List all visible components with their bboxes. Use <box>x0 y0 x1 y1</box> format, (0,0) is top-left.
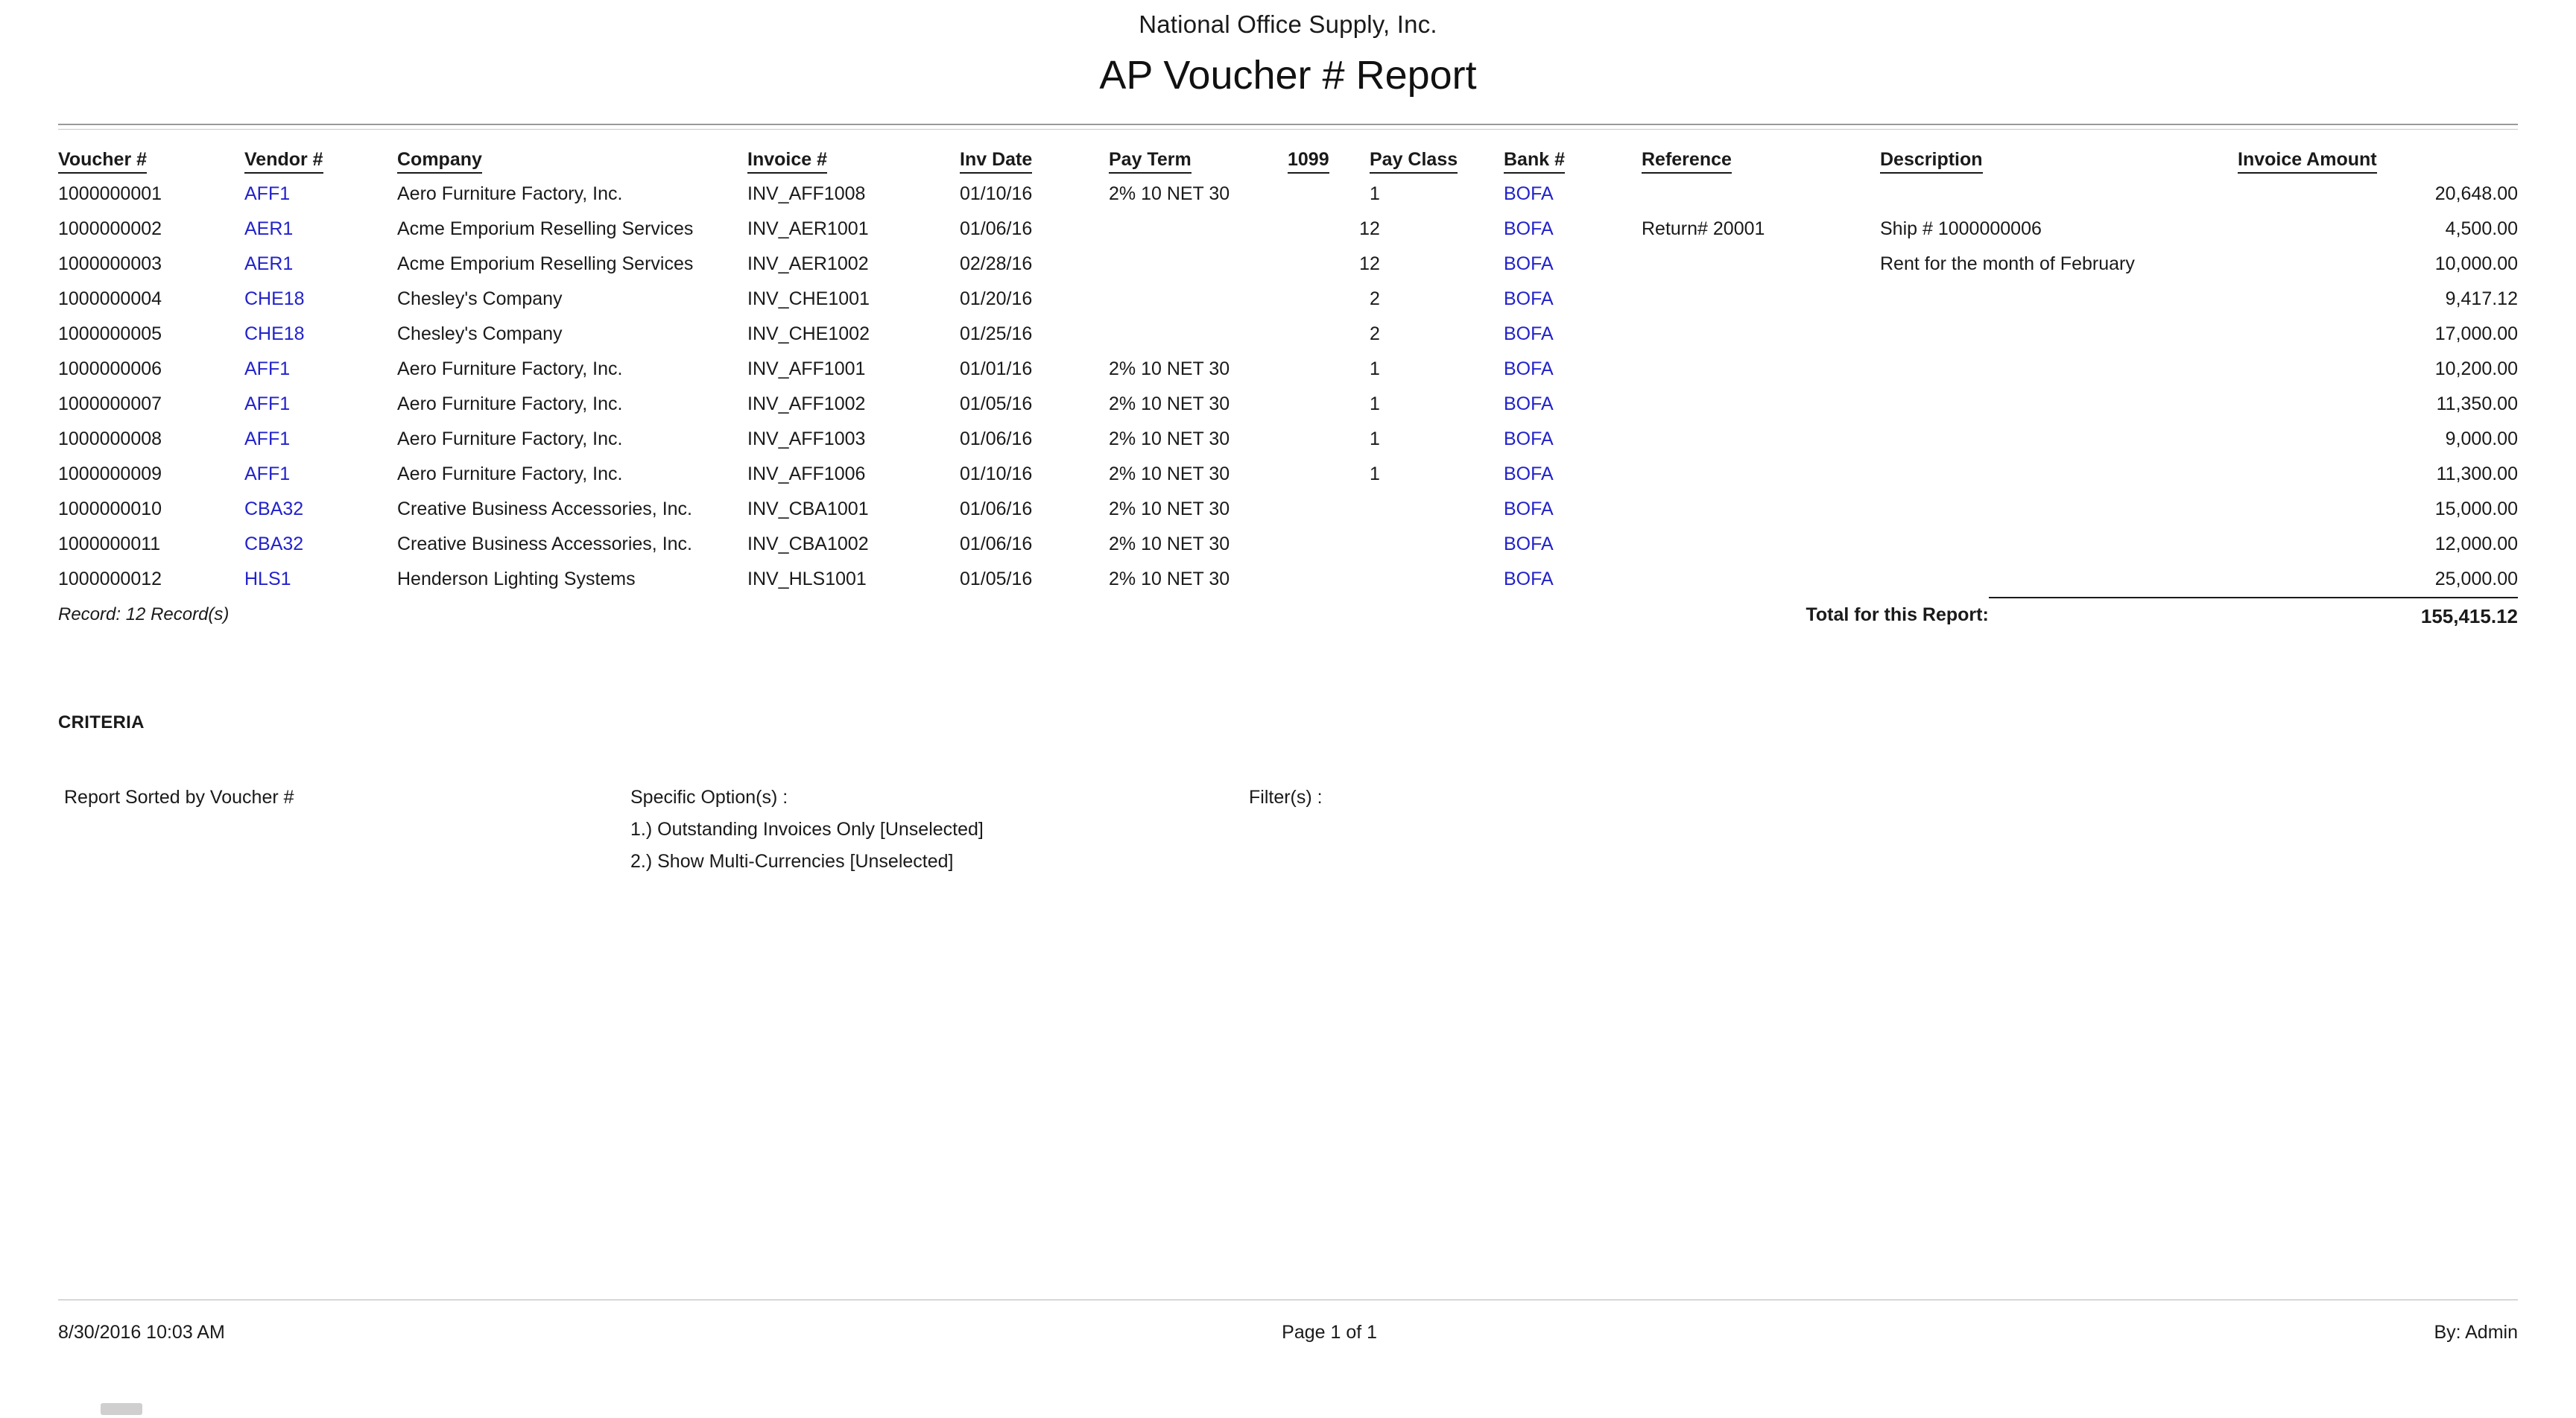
cell-reference <box>1642 317 1880 352</box>
cell-pay-term: 2% 10 NET 30 <box>1109 393 1230 414</box>
cell-amount: 11,300.00 <box>2436 463 2518 484</box>
cell-voucher: 1000000010 <box>58 498 162 519</box>
cell-voucher: 1000000007 <box>58 393 162 414</box>
cell-company: Aero Furniture Factory, Inc. <box>397 428 623 449</box>
cell-vendor[interactable] <box>244 177 397 212</box>
cell-amount: 11,350.00 <box>2436 393 2518 414</box>
column-header-vendor[interactable] <box>244 140 397 177</box>
criteria-option-2: 2.) Show Multi-Currencies [Unselected] <box>630 851 954 873</box>
table-row <box>58 282 2518 317</box>
column-header-company-label: Company <box>397 149 482 174</box>
column-header-invoice-label: Invoice # <box>747 149 827 174</box>
cell-reference <box>1642 562 1880 597</box>
column-header-description[interactable] <box>1880 140 2238 177</box>
cell-company: Henderson Lighting Systems <box>397 569 636 589</box>
cell-bank[interactable] <box>1504 527 1642 562</box>
cell-f1099 <box>1288 562 1370 597</box>
cell-bank[interactable] <box>1504 562 1642 597</box>
cell-inv-date: 01/06/16 <box>960 534 1033 554</box>
cell-amount: 17,000.00 <box>2434 323 2518 344</box>
cell-inv-date: 01/06/16 <box>960 428 1033 449</box>
cell-description <box>1880 562 2238 597</box>
bank-link[interactable]: BOFA <box>1504 428 1554 449</box>
cell-pay-term: 2% 10 NET 30 <box>1109 463 1230 484</box>
table-row <box>58 317 2518 352</box>
table-body <box>58 177 2518 597</box>
page-title: AP Voucher # Report <box>1099 53 1477 98</box>
cell-amount: 25,000.00 <box>2434 569 2518 589</box>
table-row <box>58 387 2518 422</box>
cell-bank[interactable] <box>1504 212 1642 247</box>
record-count: Record: 12 Record(s) <box>58 604 230 624</box>
cell-f1099 <box>1288 527 1370 562</box>
cell-bank[interactable] <box>1504 317 1642 352</box>
cell-description <box>1880 387 2238 422</box>
column-header-pay-class[interactable] <box>1370 140 1504 177</box>
cell-f1099 <box>1288 282 1370 317</box>
report-footer <box>58 1322 2518 1343</box>
cell-bank[interactable] <box>1504 492 1642 527</box>
cell-voucher: 1000000011 <box>58 534 161 554</box>
criteria-options-label: Specific Option(s) : <box>630 787 788 808</box>
column-header-reference-label: Reference <box>1642 149 1732 174</box>
cell-reference <box>1642 387 1880 422</box>
cell-invoice: INV_HLS1001 <box>747 569 867 589</box>
cell-pay-term: 2% 10 NET 30 <box>1109 428 1230 449</box>
scrollbar-strip[interactable] <box>0 1400 2576 1418</box>
cell-invoice: INV_AER1001 <box>747 218 869 239</box>
table-row <box>58 212 2518 247</box>
cell-company: Aero Furniture Factory, Inc. <box>397 358 623 379</box>
criteria-sort-column <box>58 787 630 883</box>
column-header-company[interactable] <box>397 140 747 177</box>
cell-invoice: INV_AER1002 <box>747 253 869 274</box>
cell-company: Aero Furniture Factory, Inc. <box>397 183 623 204</box>
bank-link[interactable]: BOFA <box>1504 218 1554 239</box>
total-value: 155,415.12 <box>1989 598 2518 634</box>
cell-inv-date: 01/05/16 <box>960 569 1033 589</box>
column-header-bank-label: Bank # <box>1504 149 1565 174</box>
cell-voucher: 1000000006 <box>58 358 162 379</box>
cell-f1099 <box>1288 177 1370 212</box>
cell-description <box>1880 492 2238 527</box>
criteria-heading: CRITERIA <box>58 712 145 733</box>
cell-reference <box>1642 177 1880 212</box>
cell-pay-class: 2 <box>1370 323 1380 344</box>
cell-inv-date: 01/25/16 <box>960 323 1033 344</box>
cell-amount: 9,417.12 <box>2445 288 2518 309</box>
column-header-pay-class-label: Pay Class <box>1370 149 1458 174</box>
cell-company: Creative Business Accessories, Inc. <box>397 498 692 519</box>
table-row <box>58 177 2518 212</box>
criteria-filters-column <box>1249 787 1621 883</box>
cell-amount: 4,500.00 <box>2445 218 2518 239</box>
cell-amount: 10,000.00 <box>2434 253 2518 274</box>
cell-invoice: INV_AFF1006 <box>747 463 866 484</box>
cell-pay-class: 2 <box>1370 218 1380 239</box>
cell-vendor[interactable] <box>244 422 397 457</box>
cell-company: Acme Emporium Reselling Services <box>397 253 694 274</box>
table-row <box>58 562 2518 597</box>
cell-inv-date: 01/01/16 <box>960 358 1033 379</box>
cell-vendor[interactable] <box>244 457 397 492</box>
cell-pay-term: 2% 10 NET 30 <box>1109 358 1230 379</box>
cell-description <box>1880 422 2238 457</box>
cell-f1099: 1 <box>1359 218 1370 239</box>
criteria-options-column <box>630 787 1249 883</box>
cell-amount: 20,648.00 <box>2434 183 2518 204</box>
cell-pay-term: 2% 10 NET 30 <box>1109 183 1230 204</box>
vendor-link[interactable]: CHE18 <box>244 323 305 344</box>
cell-voucher: 1000000002 <box>58 218 162 239</box>
cell-reference: Return# 20001 <box>1642 218 1765 239</box>
bank-link[interactable]: BOFA <box>1504 463 1554 484</box>
cell-reference <box>1642 457 1880 492</box>
column-header-invoice-amount[interactable] <box>2238 140 2518 177</box>
header-divider-secondary <box>58 129 2518 130</box>
cell-pay-term: 2% 10 NET 30 <box>1109 534 1230 554</box>
cell-f1099 <box>1288 352 1370 387</box>
cell-vendor[interactable] <box>244 282 397 317</box>
cell-amount: 10,200.00 <box>2434 358 2518 379</box>
table-row <box>58 457 2518 492</box>
column-header-voucher[interactable] <box>58 140 244 177</box>
cell-pay-term <box>1109 317 1288 352</box>
cell-inv-date: 01/06/16 <box>960 498 1033 519</box>
cell-pay-term: 2% 10 NET 30 <box>1109 498 1230 519</box>
footer-timestamp: 8/30/2016 10:03 AM <box>58 1322 225 1343</box>
cell-description: Ship # 1000000006 <box>1880 218 2042 239</box>
footer-page-number: Page 1 of 1 <box>1282 1322 1378 1343</box>
cell-bank[interactable] <box>1504 352 1642 387</box>
cell-description <box>1880 527 2238 562</box>
footer-user: By: Admin <box>2434 1322 2518 1343</box>
cell-inv-date: 01/10/16 <box>960 183 1033 204</box>
column-header-reference[interactable] <box>1642 140 1880 177</box>
cell-vendor[interactable] <box>244 492 397 527</box>
cell-inv-date: 01/06/16 <box>960 218 1033 239</box>
cell-company: Chesley's Company <box>397 323 563 344</box>
cell-voucher: 1000000005 <box>58 323 162 344</box>
column-header-voucher-label: Voucher # <box>58 149 147 174</box>
cell-f1099: 1 <box>1359 253 1370 274</box>
company-name: National Office Supply, Inc. <box>1139 10 1437 38</box>
vendor-link[interactable]: CBA32 <box>244 498 304 519</box>
cell-f1099 <box>1288 317 1370 352</box>
vendor-link[interactable]: AER1 <box>244 218 294 239</box>
cell-f1099 <box>1288 387 1370 422</box>
table-header-row <box>58 140 2518 177</box>
table-row <box>58 352 2518 387</box>
table-header <box>58 140 2518 177</box>
cell-inv-date: 01/20/16 <box>960 288 1033 309</box>
cell-pay-class <box>1370 527 1504 562</box>
criteria-filters-label: Filter(s) : <box>1249 787 1323 808</box>
bank-link[interactable]: BOFA <box>1504 183 1554 204</box>
cell-invoice: INV_AFF1008 <box>747 183 866 204</box>
cell-vendor[interactable] <box>244 247 397 282</box>
cell-bank[interactable] <box>1504 422 1642 457</box>
criteria-sort-text: Report Sorted by Voucher # <box>64 787 294 808</box>
cell-vendor[interactable] <box>244 352 397 387</box>
cell-reference <box>1642 527 1880 562</box>
report-header <box>58 0 2518 98</box>
cell-reference <box>1642 247 1880 282</box>
cell-pay-term: 2% 10 NET 30 <box>1109 569 1230 589</box>
cell-voucher: 1000000012 <box>58 569 162 589</box>
cell-voucher: 1000000009 <box>58 463 162 484</box>
criteria-body <box>58 787 2518 883</box>
criteria-option-1: 1.) Outstanding Invoices Only [Unselected] <box>630 819 984 841</box>
column-header-1099-label: 1099 <box>1288 149 1329 174</box>
cell-voucher: 1000000008 <box>58 428 162 449</box>
cell-pay-term <box>1109 247 1288 282</box>
bank-link[interactable]: BOFA <box>1504 534 1554 554</box>
cell-reference <box>1642 492 1880 527</box>
bank-link[interactable]: BOFA <box>1504 393 1554 414</box>
table-row <box>58 422 2518 457</box>
cell-f1099 <box>1288 457 1370 492</box>
column-header-1099[interactable] <box>1288 140 1370 177</box>
cell-reference <box>1642 282 1880 317</box>
criteria-section <box>58 712 2518 883</box>
cell-description <box>1880 352 2238 387</box>
cell-vendor[interactable] <box>244 317 397 352</box>
cell-bank[interactable] <box>1504 247 1642 282</box>
cell-bank[interactable] <box>1504 177 1642 212</box>
cell-pay-class: 1 <box>1370 393 1380 414</box>
vendor-link[interactable]: AER1 <box>244 253 294 274</box>
cell-bank[interactable] <box>1504 282 1642 317</box>
cell-inv-date: 01/10/16 <box>960 463 1033 484</box>
cell-pay-term <box>1109 282 1288 317</box>
cell-description <box>1880 177 2238 212</box>
cell-pay-class: 1 <box>1370 428 1380 449</box>
column-header-inv-date-label: Inv Date <box>960 149 1032 174</box>
cell-bank[interactable] <box>1504 387 1642 422</box>
total-label: Total for this Report: <box>1806 604 1989 625</box>
voucher-table <box>58 140 2518 597</box>
vendor-link[interactable]: AFF1 <box>244 428 291 449</box>
cell-description <box>1880 282 2238 317</box>
cell-inv-date: 01/05/16 <box>960 393 1033 414</box>
cell-reference <box>1642 352 1880 387</box>
cell-company: Creative Business Accessories, Inc. <box>397 534 692 554</box>
cell-invoice: INV_CBA1002 <box>747 534 869 554</box>
cell-vendor[interactable] <box>244 212 397 247</box>
cell-f1099 <box>1288 492 1370 527</box>
bank-link[interactable]: BOFA <box>1504 323 1554 344</box>
table-row <box>58 492 2518 527</box>
cell-voucher: 1000000001 <box>58 183 162 204</box>
cell-description <box>1880 317 2238 352</box>
bank-link[interactable]: BOFA <box>1504 569 1554 589</box>
scrollbar-thumb[interactable] <box>101 1403 142 1415</box>
cell-invoice: INV_CHE1001 <box>747 288 870 309</box>
cell-company: Aero Furniture Factory, Inc. <box>397 393 623 414</box>
bank-link[interactable]: BOFA <box>1504 498 1554 519</box>
cell-pay-term <box>1109 212 1288 247</box>
totals-row <box>58 598 2518 634</box>
vendor-link[interactable]: HLS1 <box>244 569 291 589</box>
cell-company: Acme Emporium Reselling Services <box>397 218 694 239</box>
cell-company: Aero Furniture Factory, Inc. <box>397 463 623 484</box>
header-divider <box>58 124 2518 125</box>
cell-description <box>1880 457 2238 492</box>
column-header-bank[interactable] <box>1504 140 1642 177</box>
bank-link[interactable]: BOFA <box>1504 288 1554 309</box>
cell-f1099 <box>1288 422 1370 457</box>
table-row <box>58 527 2518 562</box>
cell-invoice: INV_AFF1003 <box>747 428 866 449</box>
cell-pay-class: 2 <box>1370 288 1380 309</box>
cell-pay-class: 1 <box>1370 183 1380 204</box>
cell-amount: 12,000.00 <box>2434 534 2518 554</box>
vendor-link[interactable]: AFF1 <box>244 463 291 484</box>
cell-vendor[interactable] <box>244 562 397 597</box>
cell-description: Rent for the month of February <box>1880 253 2135 274</box>
cell-invoice: INV_AFF1002 <box>747 393 866 414</box>
column-header-inv-date[interactable] <box>960 140 1109 177</box>
column-header-invoice-amount-label: Invoice Amount <box>2238 149 2377 174</box>
table-row <box>58 247 2518 282</box>
cell-pay-class: 2 <box>1370 253 1380 274</box>
cell-pay-class <box>1370 492 1504 527</box>
cell-voucher: 1000000004 <box>58 288 162 309</box>
cell-invoice: INV_CBA1001 <box>747 498 869 519</box>
vendor-link[interactable]: AFF1 <box>244 183 291 204</box>
vendor-link[interactable]: AFF1 <box>244 358 291 379</box>
column-header-description-label: Description <box>1880 149 1983 174</box>
cell-amount: 9,000.00 <box>2445 428 2518 449</box>
vendor-link[interactable]: CBA32 <box>244 534 304 554</box>
cell-pay-class: 1 <box>1370 463 1380 484</box>
vendor-link[interactable]: AFF1 <box>244 393 291 414</box>
cell-pay-class <box>1370 562 1504 597</box>
column-header-vendor-label: Vendor # <box>244 149 323 174</box>
cell-inv-date: 02/28/16 <box>960 253 1033 274</box>
cell-bank[interactable] <box>1504 457 1642 492</box>
bank-link[interactable]: BOFA <box>1504 253 1554 274</box>
column-header-pay-term-label: Pay Term <box>1109 149 1192 174</box>
cell-voucher: 1000000003 <box>58 253 162 274</box>
cell-pay-class: 1 <box>1370 358 1380 379</box>
cell-invoice: INV_CHE1002 <box>747 323 870 344</box>
totals-table <box>58 597 2518 634</box>
column-header-pay-term[interactable] <box>1109 140 1288 177</box>
cell-invoice: INV_AFF1001 <box>747 358 866 379</box>
cell-company: Chesley's Company <box>397 288 563 309</box>
vendor-link[interactable]: CHE18 <box>244 288 305 309</box>
cell-vendor[interactable] <box>244 527 397 562</box>
cell-reference <box>1642 422 1880 457</box>
column-header-invoice[interactable] <box>747 140 960 177</box>
bank-link[interactable]: BOFA <box>1504 358 1554 379</box>
cell-amount: 15,000.00 <box>2434 498 2518 519</box>
cell-vendor[interactable] <box>244 387 397 422</box>
